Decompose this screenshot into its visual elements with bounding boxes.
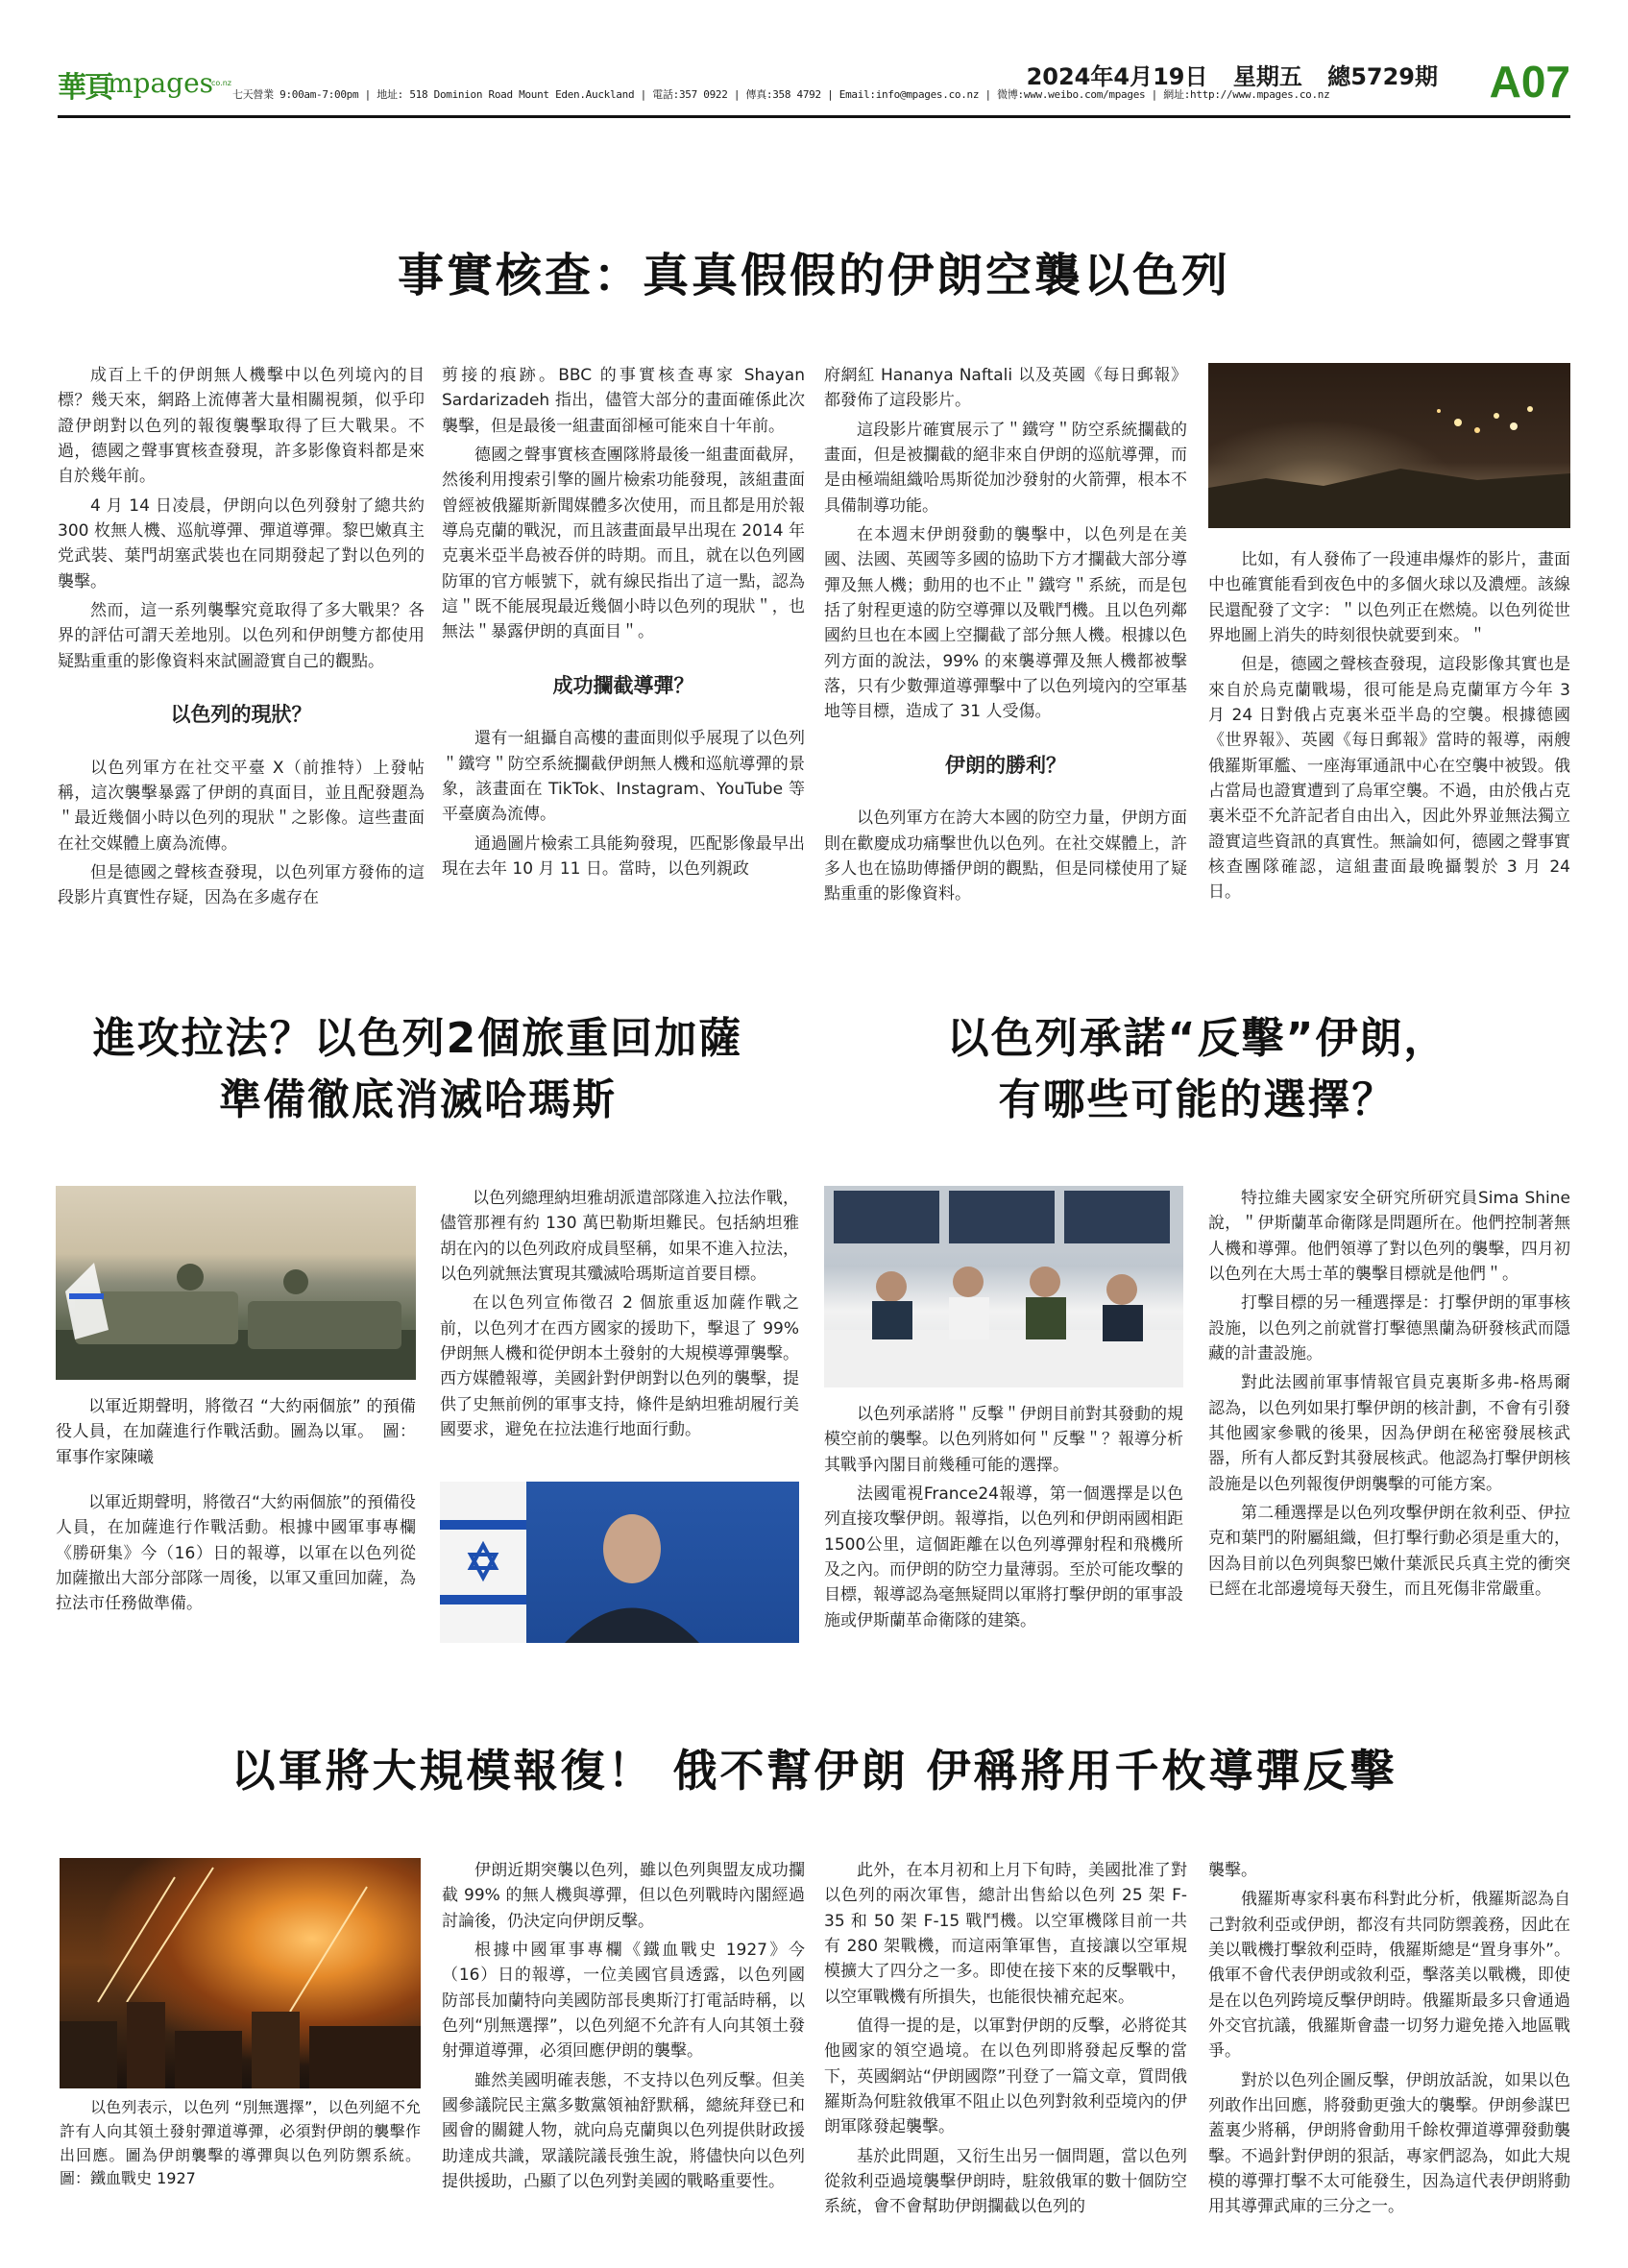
paragraph: 特拉維夫國家安全研究所研究員Sima Shine說，＂伊斯蘭革命衛隊是問題所在。他們控制著無人機和導彈。他們領導了對以色列的襲擊，四月初以色列在大馬士革的襲擊目標就是他們＂。 — [1208, 1189, 1570, 1285]
paragraph: 雖然美國明確表態，不支持以色列反擊。但美國參議院民主黨多數黨領袖舒默稱，總統拜登已和國會的關鍵人物，就向烏克蘭與以色列提供財政援助達成共識，眾議院議長強生說，將儘快向以色列提供援助，凸顯了以色列對美國的戰略重要性。 — [442, 2070, 805, 2192]
article1-title: 事實核查：真真假假的伊朗空襲以色列 — [397, 249, 1230, 302]
article4-photo-caption — [60, 2096, 421, 2191]
issue-info — [1009, 58, 1438, 91]
paragraph: 4 月 14 日凌晨，伊朗向以色列發射了總共約 300 枚無人機、巡航導彈、彈道導彈。黎巴嫩真主党武裝、葉門胡塞武裝也在同期發起了對以色列的襲擊。 — [58, 495, 425, 591]
paragraph: 根據中國軍事專欄《鐵血戰史 1927》今（16）日的報導，一位美國官員透露，以色列國防部長加蘭特向美國防部長奧斯汀打電話時稱，以色列“別無選擇”，以色列絕不允許有人向其領土發射彈道導彈，必須回應伊朗的襲擊。 — [442, 1941, 805, 2062]
paragraph: 伊朗近期突襲以色列，雖以色列與盟友成功攔截 99% 的無人機與導彈，但以色列戰時內閣經過討論後，仍決定向伊朗反擊。 — [442, 1861, 805, 1931]
paragraph: 成百上千的伊朗無人機擊中以色列境內的目標？幾天來，網路上流傳著大量相關視頻，似乎印證伊朗對以色列的報復襲擊取得了巨大戰果。不過，德國之聲事實核查發現，許多影像資料都是來自於幾年前。 — [58, 366, 425, 487]
article4-col2 — [824, 1858, 1187, 2224]
paragraph: 以軍近期聲明，將徵召“大約兩個旅”的預備役人員，在加薩進行作戰活動。根據中國軍事專欄《勝研集》今（16）日的報導，以軍在以色列從加薩撤出大部分部隊一周後，以軍又重回加薩，為拉法市任務做準備。 — [56, 1493, 416, 1614]
article4-col1 — [442, 1858, 805, 2198]
article3-title-line2: 有哪些可能的選擇？ — [998, 1074, 1397, 1124]
paragraph: 對此法國前軍事情報官員克裏斯多弗-格馬爾認為，以色列如果打擊伊朗的核計劃，不會有引發其他國家參戰的後果，因為伊朗在秘密發展核武器，所有人都反對其發展核武。他認為打擊伊朗核設施是以色列報復伊朗襲擊的可能方案。 — [1208, 1373, 1570, 1494]
paragraph: 在以色列宣佈徵召 2 個旅重返加薩作戰之前，以色列才在西方國家的援助下，擊退了 99% 伊朗無人機和從伊朗本土發射的大規模導彈襲擊。西方媒體報導，美國針對伊朗對以色列的襲擊，提供了史無前例的軍事支持，條件是納坦雅胡履行美國要求，避免在拉法進行地面行動。 — [440, 1293, 799, 1440]
article2-col1 — [56, 1490, 416, 1621]
netanyahu-photo — [440, 1482, 799, 1643]
paragraph: 此外，在本月初和上月下旬時，美國批准了對以色列的兩次軍售，總計出售給以色列 25 架 F-35 和 50 架 F-15 戰鬥機。以空軍機隊目前一共有 280 架戰機，而這兩筆軍售，直接讓以空軍規模擴大了四分之一多。即使在接下來的反擊戰中，以空軍戰機有所損失，也能很快補充起來。 — [824, 1861, 1187, 2007]
paragraph: 但是德國之聲核查發現，以色列軍方發佈的這段影片真實性存疑，因為在多處存在 — [58, 863, 425, 908]
contact-line: 七天營業 9:00am-7:00pm | 地址: 518 Dominion Road Mount Eden.Auckland | 電話:357 0922 | 傳真:358 4792 | Email:info@mpages.co.nz | 微博:www.weibo.com/mpages | 網址:http://www.mpages.co.nz — [232, 88, 1330, 101]
page-number: A07 — [1489, 57, 1570, 107]
article3-col1 — [824, 1402, 1183, 1637]
logo-text: mpages — [108, 67, 214, 99]
article1-col3 — [824, 363, 1187, 911]
paragraph: 這段影片確實展示了＂鐵穹＂防空系統攔截的畫面，但是被攔截的絕非來自伊朗的巡航導彈，而是由極端組織哈馬斯從加沙發射的火箭彈，根本不具備制導功能。 — [824, 420, 1187, 516]
header-rule — [58, 115, 1570, 118]
paragraph: 對於以色列企圖反擊，伊朗放話說，如果以色列敢作出回應，將發動更強大的襲擊。伊朗參謀巴蓋裏少將稱，伊朗將會動用千餘枚彈道導彈發動襲擊。不過針對伊朗的狠話，專家們認為，如此大規模的導彈打擊不太可能發生，因為這代表伊朗將動用其導彈武庫的三分之一。 — [1208, 2070, 1570, 2217]
article2-title-line2: 準備徹底消滅哈瑪斯 — [219, 1074, 617, 1124]
paragraph: 還有一組攝自高樓的畫面則似乎展現了以色列＂鐵穹＂防空系統攔截伊朗無人機和巡航導彈的景象，該畫面在 TikTok、Instagram、YouTube 等平臺廣為流傳。 — [442, 729, 805, 825]
paragraph: 以色列軍方在社交平臺 X（前推特）上發帖稱，這次襲擊暴露了伊朗的真面目，並且配發題為＂最近幾個小時以色列的現狀＂之影像。這些畫面在社交媒體上廣為流傳。 — [58, 758, 425, 854]
article1-subhead-3: 伊朗的勝利？ — [945, 753, 1066, 777]
paragraph: 以色列軍方在誇大本國的防空力量，伊朗方面則在歡慶成功痛擊世仇以色列。在社交媒體上，許多人也在協助傳播伊朗的觀點，但是同樣使用了疑點重重的影像資料。 — [824, 808, 1187, 905]
article2-photo-caption — [56, 1394, 416, 1470]
paragraph: 通過圖片檢索工具能夠發現，匹配影像最早出現在去年 10 月 11 日。當時，以色列親政 — [442, 833, 805, 880]
paragraph: 比如，有人發佈了一段連串爆炸的影片，畫面中也確實能看到夜色中的多個火球以及濃煙。該線民還配發了文字：＂以色列正在燃燒。以色列從世界地圖上消失的時刻很快就要到來。＂ — [1208, 550, 1570, 646]
paragraph: 剪接的痕跡。BBC 的事實核查專家 Shayan Sardarizadeh 指出，儘管大部分的畫面確係此次襲擊，但是最後一組畫面卻極可能來自十年前。 — [442, 366, 805, 436]
paragraph: 俄羅斯專家科裏布科對此分析，俄羅斯認為自己對敘利亞或伊朗，都沒有共同防禦義務，因此在美以戰機打擊敘利亞時，俄羅斯總是“置身事外”。俄軍不會代表伊朗或敘利亞，擊落美以戰機，即使是在以色列跨境反擊伊朗時。俄羅斯最多只會通過外交官抗議，俄羅斯會盡一切努力避免捲入地區戰爭。 — [1208, 1890, 1570, 2062]
issue-date: 2024年4月19日 — [1026, 63, 1208, 90]
article2-title — [38, 1008, 797, 1131]
missiles-night-photo — [1208, 363, 1570, 528]
war-cabinet-photo — [824, 1186, 1183, 1387]
paragraph: 但是，德國之聲核查發現，這段影像其實也是來自於烏克蘭戰場，很可能是烏克蘭軍方今年 3 月 24 日對俄占克裏米亞半島的空襲。根據德國《世界報》、英國《每日郵報》當時的報導，兩艘俄羅斯軍艦、一座海軍通訊中心在空襲中被毀。俄占當局也證實遭到了烏軍空襲。不過，由於俄占克裏米亞不允許記者自由出入，因此外界並無法獨立證實這些資訊的真實性。無論如何，德國之聲事實核查團隊確認，這組畫面最晚攝製於 3 月 24 日。 — [1208, 655, 1570, 903]
article3-title-line1: 以色列承諾“反擊”伊朗， — [946, 1014, 1448, 1063]
article3-col2 — [1208, 1186, 1570, 1606]
paragraph: 打擊目標的另一種選擇是：打擊伊朗的軍事核設施，以色列之前就嘗打擊德黑蘭為研發核武而隱藏的計畫設施。 — [1208, 1293, 1570, 1364]
paragraph: 法國電視France24報導，第一個選擇是以色列直接攻擊伊朗。報導指，以色列和伊朗兩國相距1500公里，這個距離在以色列導彈射程和飛機所及之內。而伊朗的防空力量薄弱。至於可能攻擊的目標，報導認為毫無疑問以軍將打擊伊朗的軍事設施或伊斯蘭革命衛隊的建築。 — [824, 1484, 1183, 1630]
article4-title: 以軍將大規模報復！ 俄不幫伊朗 伊稱將用千枚導彈反擊 — [231, 1745, 1397, 1797]
tanks-photo — [56, 1186, 416, 1380]
paragraph: 在本週末伊朗發動的襲擊中，以色列是在美國、法國、英國等多國的協助下方才攔截大部分導彈及無人機；動用的也不止＂鐵穹＂系統，而是包括了射程更遠的防空導彈以及戰鬥機。且以色列鄰國約旦也在本國上空攔截了部分無人機。根據以色列方面的說法，99% 的來襲導彈及無人機都被擊落，只有少數彈道導彈擊中了以色列境內的空軍基地等目標，造成了 31 人受傷。 — [824, 525, 1187, 722]
issue-number: 總5729期 — [1327, 63, 1438, 90]
article4-col3 — [1208, 1858, 1570, 2224]
paragraph: 然而，這一系列襲擊究竟取得了多大戰果？各界的評估可謂天差地別。以色列和伊朗雙方都使用疑點重重的影像資料來試圖證實自己的觀點。 — [58, 601, 425, 671]
article1-col4 — [1208, 547, 1570, 909]
paragraph: 府網紅 Hananya Naftali 以及英國《每日郵報》都發佈了這段影片。 — [824, 366, 1187, 411]
logo-subtext: co.nz — [211, 79, 231, 87]
article1-col1 — [58, 363, 425, 915]
paragraph: 基於此問題，又衍生出另一個問題，當以色列從敘利亞過境襲擊伊朗時，駐敘俄軍的數十個防空系統，會不會幫助伊朗攔截以色列的 — [824, 2146, 1187, 2217]
paragraph: 德國之聲事實核查團隊將最後一組畫面截屏，然後利用搜索引擎的圖片檢索功能發現，該組畫面曾經被俄羅斯新聞媒體多次使用，而且都是用於報導烏克蘭的戰況，而且該畫面最早出現在 2014 年克裏米亞半島被吞併的時期。而且，就在以色列國防軍的官方帳號下，就有線民指出了這一點，認為這＂既不能展現最近幾個小時以色列的現狀＂，也無法＂暴露伊朗的真面目＂。 — [442, 446, 805, 642]
paragraph: 襲擊。 — [1208, 1861, 1257, 1880]
paragraph: 以色列承諾將＂反擊＂伊朗目前對其發動的規模空前的襲擊。以色列將如何＂反擊＂？報導分析其戰爭內閣目前幾種可能的選擇。 — [824, 1405, 1183, 1475]
issue-weekday: 星期五 — [1232, 63, 1302, 90]
missile-strike-night-photo — [60, 1858, 421, 2088]
mpages-logo: 華頁 — [58, 71, 111, 105]
caption-text: 以軍近期聲明，將徵召 “大約兩個旅” 的預備役人員，在加薩進行作戰活動。圖為以軍。 圖：軍事作家陳曦 — [56, 1397, 416, 1467]
paragraph: 以色列總理納坦雅胡派遣部隊進入拉法作戰，儘管那裡有約 130 萬巴勒斯坦難民。包括納坦雅胡在內的以色列政府成員堅稱，如果不進入拉法，以色列就無法實現其殲滅哈瑪斯這首要目標。 — [440, 1189, 799, 1285]
article2-title-line1: 進攻拉法？以色列2個旅重回加薩 — [92, 1014, 743, 1063]
article1-subhead-1: 以色列的現狀？ — [170, 703, 312, 727]
article3-title — [824, 1008, 1570, 1131]
article1-col2 — [442, 363, 805, 885]
paragraph: 第二種選擇是以色列攻擊伊朗在敘利亞、伊拉克和葉門的附屬組織，但打擊行動必須是重大的，因為目前以色列與黎巴嫩什葉派民兵真主党的衝突已經在北部邊境每天發生，而且死傷非常嚴重。 — [1208, 1504, 1570, 1600]
masthead — [58, 56, 1570, 113]
article2-col2 — [440, 1186, 799, 1446]
article1-subhead-2: 成功攔截導彈？ — [552, 673, 694, 697]
caption-text: 以色列表示，以色列 “別無選擇”，以色列絕不允許有人向其領土發射彈道導彈，必須對伊朗的襲擊作出回應。圖為伊朗襲擊的導彈與以色列防禦系統。 圖：鐵血戰史 1927 — [60, 2098, 421, 2188]
paragraph: 值得一提的是，以軍對伊朗的反擊，必將從其他國家的領空過境。在以色列即將發起反擊的當下，英國網站“伊朗國際”刊登了一篇文章，質問俄羅斯為何駐敘俄軍不阻止以色列對敘利亞境內的伊朗軍隊發起襲擊。 — [824, 2016, 1187, 2137]
